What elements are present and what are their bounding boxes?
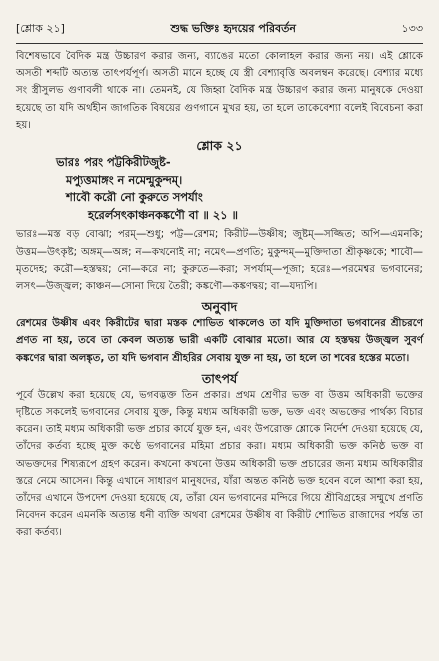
purport-heading: তাৎপর্য [201, 370, 238, 386]
purport-text: পূর্বে উল্লেখ করা হয়েছে যে, ভগবদ্ভক্ত তিন প্রকার। প্রথম শ্রেণীর ভক্ত বা উত্তম অধিকারী ভক্তের দৃষ্টিতে সকলেই ভগবানের সেবায় যুক্ত, কিন্তু মধ্যম অধিকারী ভক্ত, ভক্ত এবং অভক্তের পার্থক্য বিচার করেন। তাই মধ্যম অধিকারী ভক্ত প্রচার কার্যে যুক্ত হন, এবং উপরোক্ত শ্লোকে নির্দেশ দেওয়া হয়েছে যে, তাঁদের কর্তব্য হচ্ছে মুক্ত কণ্ঠে ভগবানের মহিমা প্রচার করা। মধ্যম অধিকারী ভক্ত কনিষ্ঠ ভক্ত বা অভক্তদের শিষ্যরূপে গ্রহণ করেন। কখনো কখনো উত্তম অধিকারী ভক্ত প্রচারের জন্য মধ্যম অধিকারীর স্তরে নেমে আসেন। কিন্তু এখানে সাধারণ মানুষদের, যাঁরা অন্তত কনিষ্ঠ ভক্ত হবেন বলে আশা করা হয়, তাঁদের এখানে উপদেশ দেওয়া হয়েছে যে, তাঁরা যেন ভগবানের মন্দিরে গিয়ে শ্রীবিগ্রহের সম্মুখে প্রণতি নিবেদন করেন এমনকি অত্যন্ত ধনী ব্যক্তি অথবা রেশমের উষ্ণীষ বা কিরীট শোভিত রাজাদের পর্যন্ত তা করা কর্তব্য। [16, 389, 423, 539]
running-header [16, 0, 423, 39]
verse-line: হরের্লসৎকাঞ্চনকঙ্কণৌ বা ॥ ২১ ॥ [88, 207, 238, 222]
sanskrit-verse [16, 154, 423, 224]
verse-line: শাবৌ করৌ নো কুরুতে সপর্যাং [66, 190, 203, 205]
page-number: ১৩৩ [401, 22, 423, 35]
word-meanings: ভারঃ—মস্ত বড় বোঝা; পরম্—শুধু; পট্ট—রেশম; কিরীট—উষ্ণীষ; জুষ্টম্—সজ্জিত; অপি—এমনকি; উত্তম—উৎকৃষ্ট; অঙ্গম্—অঙ্গ; ন—কখনোই না; নমেৎ—প্রণতি; মুকুন্দম্—মুক্তিদাতা শ্রীকৃষ্ণকে; শাবৌ—মৃতদেহ; করৌ—হস্তদ্বয়; নো—করে না; কুরুতে—করা; সপর্যাম্—পূজা; হরেঃ—পরমেশ্বর ভগবানের; লসৎ—উজ্জ্বল; কাঞ্চন—সোনা দিয়ে তৈরী; কঙ্কণৌ—কঙ্কণদ্বয়; বা—যদ্যপি। [16, 229, 423, 292]
verse-reference: [শ্লোক ২১] [16, 22, 65, 35]
translation-heading: অনুবাদ [201, 299, 238, 315]
verse-line: ভারঃ পরং পট্টকিরীটজুষ্ট- [56, 155, 171, 170]
intro-paragraph: বিশেষভাবে বৈদিক মন্ত্র উচ্চারণ করার জন্য, ব্যাঙের মতো কোলাহল করার জন্য নয়। এই শ্লোকে অসতী শব্দটি অত্যন্ত তাৎপর্যপূর্ণ। অসতী মানে হচ্ছে যে স্ত্রী বেশ্যাবৃত্তি অবলম্বন করেছে। বেশ্যার মধ্যে সং স্ত্রীসুলভ গুণাবলী থাকে না। তেমনই, যে জিহ্বা বৈদিক মন্ত্র উচ্চারণ করার জন্য মানুষকে দেওয়া হয়েছে তা যদি অর্থহীন জাগতিক বিষয়ের গুণগানে মুখর হয়, তা হলে তাকেবেশ্যা বলেই বিবেচনা করা হয়। [16, 51, 423, 131]
verse-heading: শ্লোক ২১ [196, 138, 243, 154]
verse-line: মপ্যুত্তমাঙ্গং ন নমেন্মুকুন্দম্। [66, 172, 183, 187]
translation-text: রেশমের উষ্ণীষ এবং কিরীটের দ্বারা মস্তক শোভিত থাকলেও তা যদি মুক্তিদাতা ভগবানের শ্রীচরণে প্রণত না হয়, তবে তা কেবল অত্যন্ত ভারী একটি বোঝার মতো। আর যে হস্তদ্বয় উজ্জ্বল সুবর্ণ কঙ্কণের দ্বারা অলঙ্কৃত, তা যদি ভগবান শ্রীহরির সেবায় যুক্ত না হয়, তা হলে তা শবের হস্তের মতো। [16, 318, 423, 364]
chapter-title: শুদ্ধ ভক্তিঃ হৃদয়ের পরিবর্তন [170, 22, 296, 35]
header-divider [16, 43, 423, 44]
